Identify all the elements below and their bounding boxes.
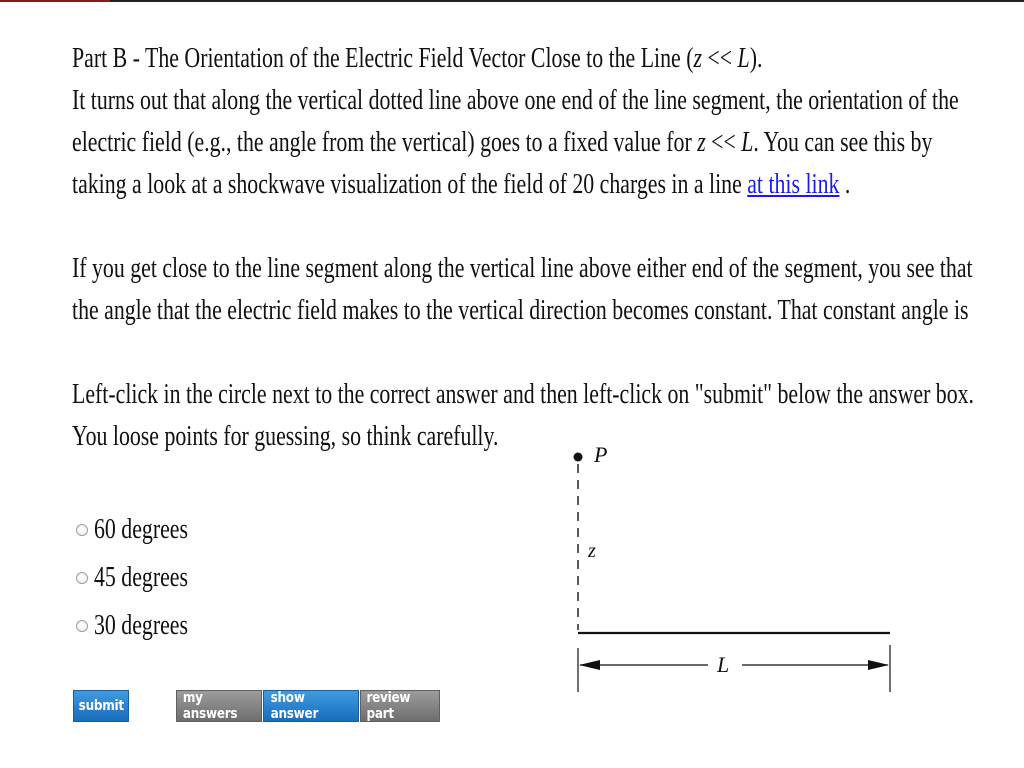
part-title: Part B - The Orientation of the Electric Field Vector Close to the Line (z << L). [72,43,763,74]
option-label: 30 degrees [94,610,189,641]
arrow-left-icon [579,660,600,670]
option-60[interactable] [76,506,215,554]
para1-line1: It turns out that along the vertical dotted line above one end of the line segment, the orientation of the [72,85,959,116]
radio-button[interactable] [76,572,88,584]
para1-line3: taking a look at a shockwave visualization of the field of 20 charges in a line at this link . [72,169,851,200]
top-rule [0,0,1024,2]
spacer [72,332,969,374]
line-segment-diagram [560,440,900,700]
submit-button[interactable]: submit [73,690,129,722]
visualization-link[interactable]: at this link [747,169,840,200]
problem-text [72,38,975,458]
top-accent [0,0,110,2]
para3-line2: You loose points for guessing, so think carefully. [72,421,499,452]
my-answers-button[interactable]: my answers [176,690,262,722]
radio-button[interactable] [76,524,88,536]
point-p-label: P [594,442,608,467]
option-45[interactable] [76,554,215,602]
arrow-right-icon [868,660,889,670]
answer-options [76,506,215,650]
radio-button[interactable] [76,620,88,632]
para1-line2: electric field (e.g., the angle from the vertical) goes to a fixed value for z << L. You can see this by [72,127,933,158]
z-label: z [588,540,596,562]
l-label: L [717,652,730,677]
spacer [72,206,969,248]
show-answer-button[interactable]: show answer [263,690,359,722]
para2-line2: the angle that the electric field makes to the vertical direction becomes constant. That constant angle is [72,295,969,326]
para3-line1: Left-click in the circle next to the correct answer and then left-click on "submit" below the answer box. [72,379,975,410]
option-label: 45 degrees [94,562,189,593]
point-p-marker [574,453,583,462]
option-30[interactable] [76,602,215,650]
review-part-button[interactable]: review part [360,690,440,722]
option-label: 60 degrees [94,514,189,545]
para2-line1: If you get close to the line segment along the vertical line above either end of the segment, you see that [72,253,973,284]
